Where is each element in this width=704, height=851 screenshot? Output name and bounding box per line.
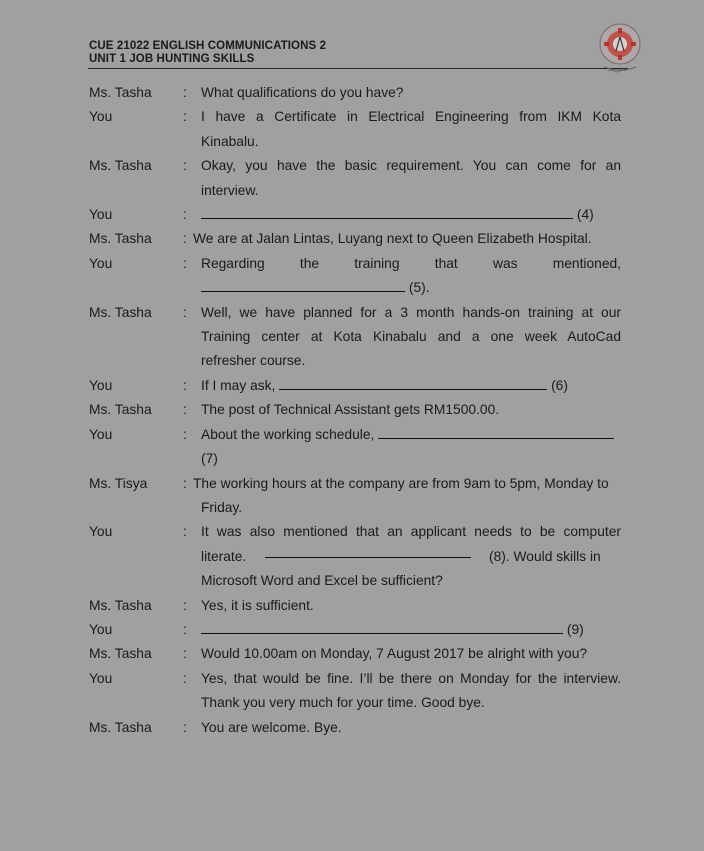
colon: : [183,377,187,393]
answer-blank-6[interactable] [279,377,547,390]
colon: : [183,524,187,540]
header-divider [88,68,628,69]
dialogue-text: literate. [201,548,247,564]
dialogue-text: If I may ask, [201,377,276,393]
dialogue-text: Thank you very much for your time. Good bye. [201,695,485,711]
dialogue-row [89,398,621,422]
colon: : [183,109,187,125]
dialogue-text: The working hours at the company are from 9am to 5pm, Monday to [193,475,609,491]
dialogue-row [89,154,621,203]
speaker: Ms. Tasha [89,231,152,247]
answer-blank-5[interactable] [201,279,405,292]
colon: : [183,426,187,442]
speaker: You [89,109,113,125]
course-title: CUE 21022 ENGLISH COMMUNICATIONS 2 [89,40,327,52]
speaker: You [89,255,113,271]
colon: : [183,646,187,662]
dialogue-text: Yes, that would be fine. I’ll be there on Monday for the interview. [201,670,621,686]
speaker: You [89,670,113,686]
dialogue-text: You are welcome. Bye. [201,719,342,735]
dialogue-row [89,472,621,521]
document-header [89,40,639,65]
dialogue-text: Training center at Kota Kinabalu and a one week AutoCad [201,329,621,345]
dialogue-row [89,81,621,105]
dialogue-row [89,374,621,398]
speaker: You [89,207,113,223]
colon: : [183,231,187,247]
dialogue-row [89,252,621,301]
dialogue-row [89,716,621,740]
speaker: Ms. Tasha [89,158,152,174]
dialogue-row [89,227,621,251]
dialogue-row [89,594,621,618]
dialogue-text: What qualifications do you have? [201,85,404,100]
speaker: You [89,524,113,540]
dialogue-text: interview. [201,182,259,198]
dialogue-row [89,618,621,642]
colon: : [183,670,187,686]
colon: : [183,597,187,613]
dialogue-row [89,642,621,666]
colon: : [183,304,187,320]
dialogue-text: Friday. [201,499,243,515]
dialogue-row [89,301,621,374]
dialogue-row [89,667,621,716]
answer-blank-9[interactable] [201,621,563,634]
dialogue-text: Microsoft Word and Excel be sufficient? [201,573,443,589]
dialogue-text: Okay, you have the basic requirement. You can come for an [201,158,621,174]
dialogue-text: The post of Technical Assistant gets RM1500.00. [201,402,500,418]
speaker: Ms. Tasha [89,402,152,418]
colon: : [183,85,187,100]
dialogue-row [89,423,621,472]
colon: : [183,158,187,174]
dialogue-text: Well, we have planned for a 3 month hands-on training at our [201,304,621,320]
institution-crest-icon [596,20,644,78]
speaker: Ms. Tasha [89,304,152,320]
speaker: Ms. Tisya [89,475,148,491]
dialogue-row [89,105,621,154]
dialogue-text: About the working schedule, [201,426,375,442]
blank-number: (4) [576,207,594,223]
speaker: Ms. Tasha [89,85,152,100]
colon: : [183,255,187,271]
unit-title: UNIT 1 JOB HUNTING SKILLS [89,52,255,65]
speaker: Ms. Tasha [89,719,152,735]
dialogue-row [89,203,621,227]
speaker: You [89,426,113,442]
blank-number: (5). [408,280,430,296]
dialogue-text: We are at Jalan Lintas, Luyang next to Queen Elizabeth Hospital. [193,231,592,247]
dialogue-text: Yes, it is sufficient. [201,597,314,613]
colon: : [183,402,187,418]
dialogue-text: It was also mentioned that an applicant needs to be computer [201,524,621,540]
dialogue-text: Regarding the training that was mentioned, [201,255,621,271]
blank-number: (6) [551,377,568,393]
dialogue [89,81,621,740]
speaker: Ms. Tasha [89,646,152,662]
colon: : [183,207,187,223]
speaker: Ms. Tasha [89,597,152,613]
dialogue-text: refresher course. [201,353,306,369]
blank-number: (7) [201,451,218,467]
answer-blank-7[interactable] [378,426,614,439]
dialogue-text: Would 10.00am on Monday, 7 August 2017 be alright with you? [201,646,588,662]
dialogue-text: I have a Certificate in Electrical Engineering from IKM Kota [201,109,621,125]
dialogue-text: Kinabalu. [201,133,259,149]
dialogue-row [89,520,621,593]
speaker: You [89,621,113,637]
colon: : [183,719,187,735]
answer-blank-4[interactable] [201,206,573,219]
blank-number: (9) [566,621,584,637]
speaker: You [89,377,113,393]
colon: : [183,475,187,491]
blank-number: (8). Would skills in [489,548,601,564]
answer-blank-8[interactable] [265,545,471,558]
colon: : [183,621,187,637]
